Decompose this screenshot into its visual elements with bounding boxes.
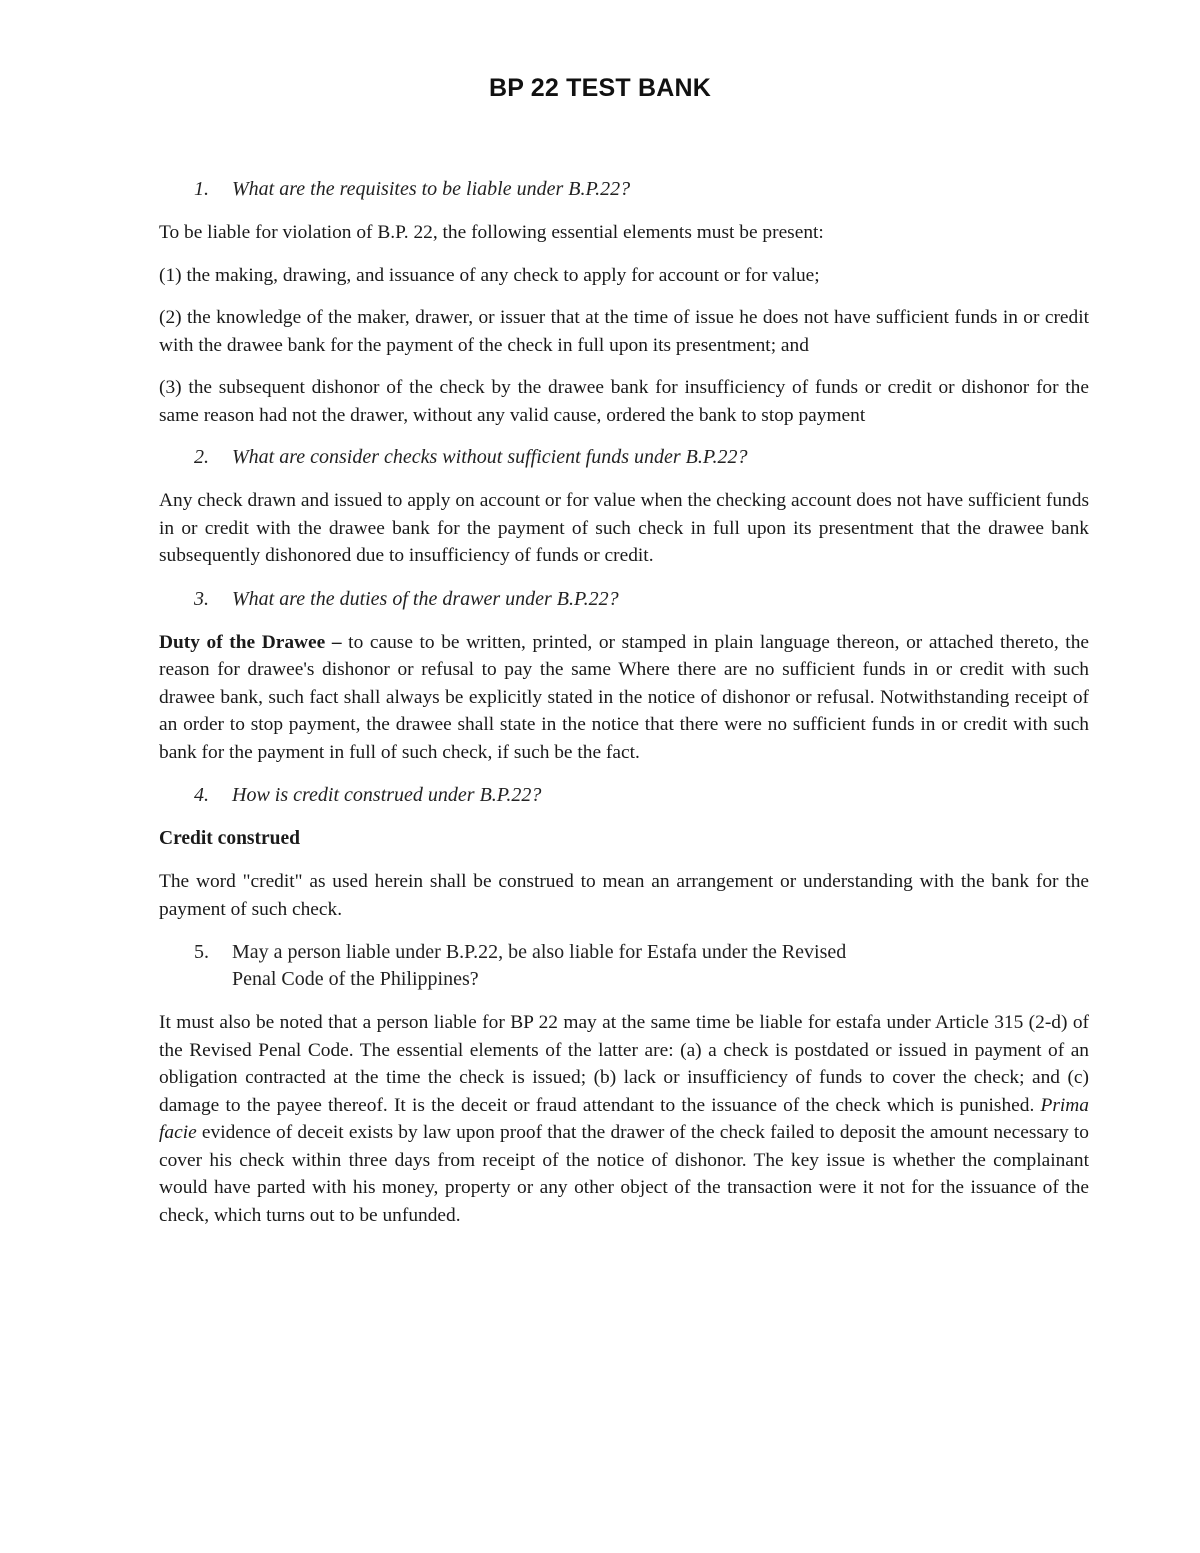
question-number: 3.	[194, 587, 209, 610]
question-3	[159, 586, 1089, 613]
answer-5-part-1: It must also be noted that a person liable for BP 22 may at the same time be liable for estafa under Article 315 (2-d) of the Revised Penal Code. The essential elements of the latter are: (a) a check is postdated or issued in payment of an obligation contracted at the time the check is issued; (b) lack or insufficiency of funds to cover the check; and (c) damage to the payee thereof. It is the deceit or fraud attendant to the issuance of the check which is punished.	[159, 1012, 1089, 1116]
question-5	[159, 939, 1089, 993]
question-text: What are the requisites to be liable under B.P.22?	[232, 178, 631, 200]
answer-5-part-2: evidence of deceit exists by law upon proof that the drawer of the check failed to deposit the amount necessary to cover his check within three days from receipt of the notice of dishonor. The key issue is whether the complainant would have parted with his money, property or any other object of the transaction were it not for the issuance of the check, which turns out to be unfunded.	[159, 1122, 1089, 1226]
question-4	[159, 782, 1089, 809]
answer-4: The word "credit" as used herein shall be construed to mean an arrangement or understanding with the bank for the payment of such check.	[159, 871, 1089, 920]
answer-4-heading: Credit construed	[159, 828, 301, 849]
question-text: What are consider checks without sufficient funds under B.P.22?	[232, 446, 748, 468]
document-title: BP 22 TEST BANK	[488, 74, 712, 102]
answer-2: Any check drawn and issued to apply on account or for value when the checking account does not have sufficient funds in or credit with the drawee bank for the payment of such check in full upon its presentment that the drawee bank subsequently dishonored due to insufficiency of funds or credit.	[159, 490, 1089, 566]
question-5-line-2: Penal Code of the Philippines?	[232, 968, 479, 990]
question-number: 2.	[194, 446, 209, 468]
question-2	[159, 444, 1089, 471]
question-5-line-1: May a person liable under B.P.22, be also liable for Estafa under the Revised	[232, 941, 847, 963]
question-number: 5.	[194, 941, 209, 963]
answer-1-element-3: (3) the subsequent dishonor of the check by the drawee bank for insufficiency of funds or credit or dishonor for the same reason had not the drawer, without any valid cause, ordered the bank to stop payment	[159, 377, 1089, 426]
question-text: What are the duties of the drawer under B.P.22?	[232, 587, 619, 610]
answer-1-element-1: (1) the making, drawing, and issuance of any check to apply for account or for value;	[159, 264, 820, 286]
document-body	[159, 176, 1089, 1245]
question-text	[232, 939, 1089, 993]
answer-5-italic: Prima facie	[159, 1094, 1089, 1143]
question-number: 4.	[194, 784, 209, 806]
answer-3	[159, 629, 1089, 767]
answer-5	[159, 1009, 1089, 1229]
question-text: How is credit construed under B.P.22?	[232, 784, 542, 806]
question-number: 1.	[194, 178, 209, 200]
answer-3-text: to cause to be written, printed, or stamped in plain language thereon, or attached thereto, the reason for drawee's dishonor or refusal to pay the same Where there are no sufficient funds in or credit with such drawee bank, such fact shall always be explicitly stated in the notice of dishonor or refusal. Notwithstanding receipt of an order to stop payment, the drawee shall state in the notice that there were no sufficient funds in or credit with such bank for the payment in full of such check, if such be the fact.	[159, 631, 1089, 763]
answer-1-intro: To be liable for violation of B.P. 22, the following essential elements must be present:	[159, 222, 824, 243]
answer-3-lead: Duty of the Drawee –	[159, 631, 342, 653]
answer-1-element-2: (2) the knowledge of the maker, drawer, or issuer that at the time of issue he does not have sufficient funds in or credit with the drawee bank for the payment of the check in full upon its presentment; and	[159, 307, 1089, 356]
question-1	[159, 176, 1089, 203]
